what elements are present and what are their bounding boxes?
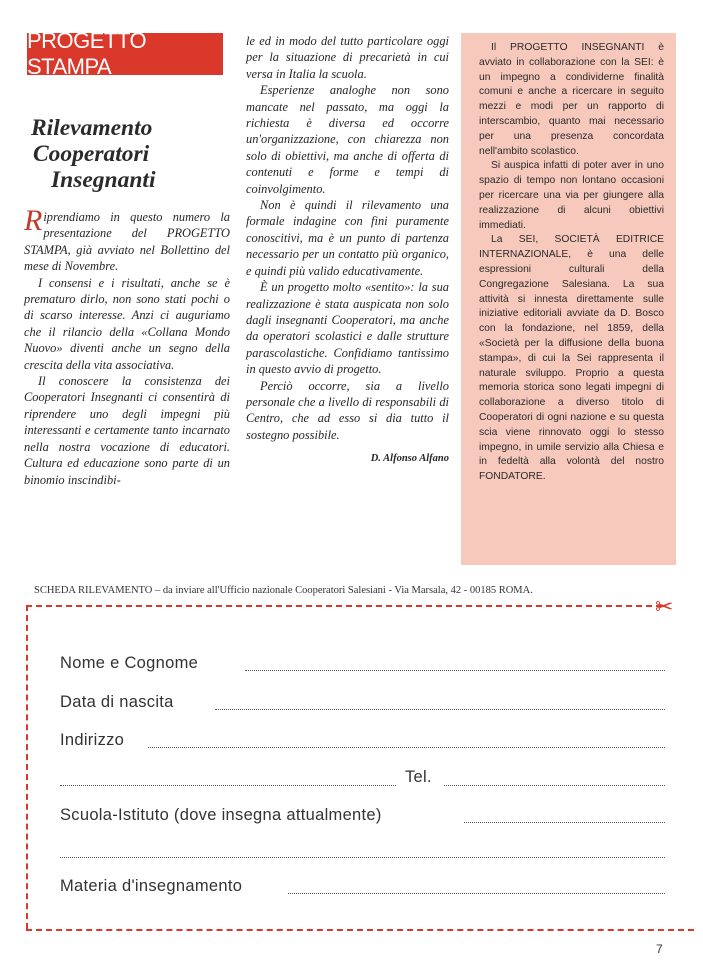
paragraph: I consensi e i risultati, anche se è prematuro dirlo, non sono stati pochi o di scarso interesse. Anzi ci auguriamo che il rilancio della «Collana Mondo Nuovo» diventi anche un segno della crescita della vita associativa. xyxy=(24,275,230,372)
nascita-label: Data di nascita xyxy=(60,693,174,711)
paragraph-text: iprendiamo in questo numero la presentazione del PROGETTO STAMPA, già avviato nel Bollettino del mese di Novembre. xyxy=(24,210,230,274)
title-line-2: Cooperatori xyxy=(33,141,150,167)
cut-line-left xyxy=(26,605,28,929)
scuola-label: Scuola-Istituto (dove insegna attualmente) xyxy=(60,806,382,824)
paragraph xyxy=(24,204,230,275)
section-banner: PROGETTO STAMPA xyxy=(27,33,223,75)
paragraph: Esperienze analoghe non sono mancate nel passato, ma oggi la richiesta è diversa ed occorre un'organizzazione, con chiarezza non solo di obiettivi, ma anche di offerta di contenuti e forme e tempi di coinvolgimento. xyxy=(246,83,449,196)
materia-field[interactable] xyxy=(288,893,665,894)
title-line-1: Rilevamento xyxy=(31,115,153,141)
author-signature: D. Alfonso Alfano xyxy=(370,453,449,465)
nome-label: Nome e Cognome xyxy=(60,654,199,672)
info-box xyxy=(461,33,676,565)
nascita-field[interactable] xyxy=(215,709,665,710)
scuola-field-continued[interactable] xyxy=(60,857,665,858)
form-header: SCHEDA RILEVAMENTO – da inviare all'Ufficio nazionale Cooperatori Salesiani - Via Marsala, 42 - 00185 ROMA. xyxy=(34,585,533,596)
article-title xyxy=(25,115,220,193)
paragraph: È un progetto molto «sentito»: la sua realizzazione è stata auspicata non solo dagli insegnanti Cooperatori, ma anche da operatori scolastici e dalle strutture parascolastiche. Confidiamo tantissimo in questo avvio di progetto. xyxy=(246,280,449,377)
paragraph: Il PROGETTO INSEGNANTI è avviato in collaborazione con la SEI: è un impegno a condividerne finalità comuni e anche a ricercare in seguito mezzi e modi per un rapporto di interscambio, quanto mai necessario per una presenza concordata nell'ambito scolastico. xyxy=(479,42,664,157)
indirizzo-label: Indirizzo xyxy=(60,731,125,749)
nome-field[interactable] xyxy=(245,670,665,671)
article-column-1 xyxy=(24,204,230,488)
tel-field[interactable] xyxy=(444,785,665,786)
page-number: 7 xyxy=(656,942,663,956)
drop-cap: R xyxy=(24,204,43,237)
cut-line-bottom xyxy=(26,929,694,931)
paragraph: Non è quindi il rilevamento una formale indagine con fini puramente conoscitivi, ma è un punto di partenza necessario per un contatto più organico, e quindi più valido educativamente. xyxy=(246,198,449,278)
materia-label: Materia d'insegnamento xyxy=(60,877,243,895)
cut-line-top xyxy=(26,605,662,607)
title-line-3: Insegnanti xyxy=(51,167,156,193)
paragraph: La SEI, SOCIETÀ EDITRICE INTERNAZIONALE, è una delle espressioni culturali della Congregazione Salesiana. La sua attività si innesta direttamente sulle iniziative editoriali avviate da D. Bosco con la fondazione, nel 1859, della «Società per la diffusione della buona stampa», di cui la Sei rappresenta il naturale sviluppo. Proprio a questa memoria storica sono legati impegni di collaborazione a diverso titolo di Cooperatori di ogni nazione e su questa scia viene rinnovato oggi lo stesso impegno, in umile servizio alla Chiesa e in fedeltà alla volontà del nostro FONDATORE. xyxy=(479,234,664,483)
paragraph: Il conoscere la consistenza dei Cooperatori Insegnanti ci consentirà di riprendere uno degli impegni più interessanti e certamente tanto incarnato nella nostra vocazione di educatori. Cultura ed educazione sono parte di un binomio inscindibi- xyxy=(24,374,230,487)
scissors-icon: ✂ xyxy=(655,595,674,620)
article-column-2 xyxy=(246,33,449,468)
paragraph: le ed in modo del tutto particolare oggi per la situazione di precarietà in cui versa in Italia la scuola. xyxy=(246,34,449,81)
indirizzo-field-continued[interactable] xyxy=(60,785,396,786)
paragraph: Perciò occorre, sia a livello personale che a livello di responsabili di Centro, che ad esso si dia tutto il sostegno possibile. xyxy=(246,378,449,442)
paragraph: Si auspica infatti di poter aver in uno spazio di tempo non lontano occasioni per ricercare una via per giungere alla realizzazione di alcuni obiettivi immediati. xyxy=(479,160,664,231)
tel-label: Tel. xyxy=(405,768,432,786)
scuola-field[interactable] xyxy=(464,822,665,823)
indirizzo-field[interactable] xyxy=(148,747,665,748)
